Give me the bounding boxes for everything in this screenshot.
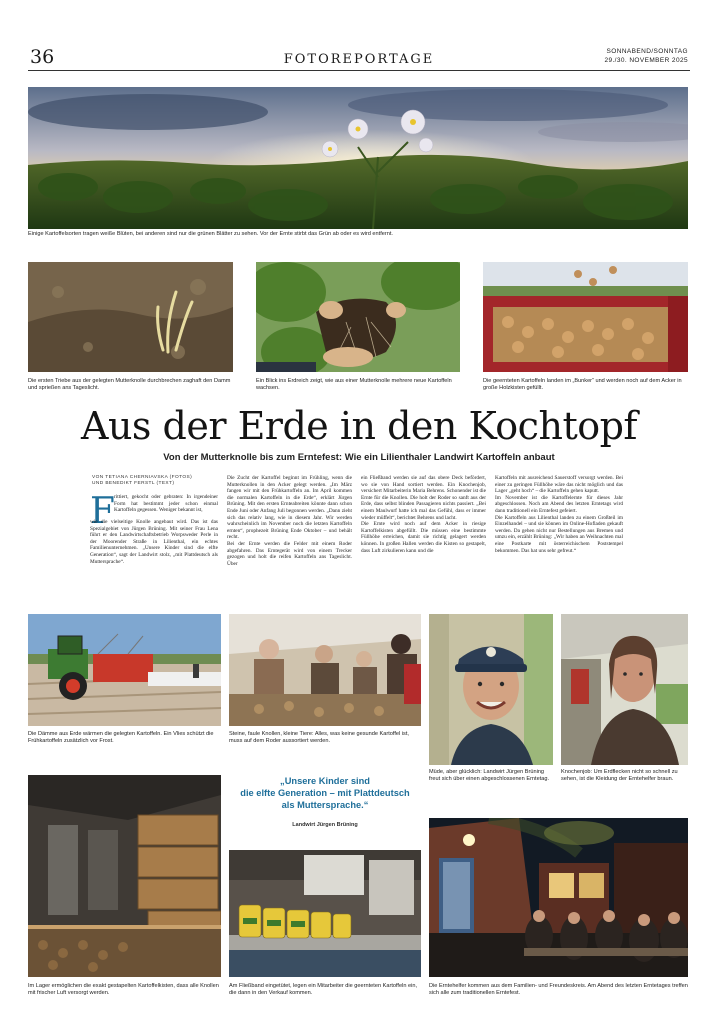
article-subhead: Von der Mutterknolle bis zum Erntefest: Wie ein Lilienthaler Landwirt Kartoffeln anbaut xyxy=(163,452,555,463)
bunker-photo xyxy=(483,262,688,372)
tubers-in-soil-image xyxy=(256,262,460,372)
bunker-caption: Die geernteten Kartoffeln landen im „Bunker“ und werden noch auf dem Acker in große Holzkisten gefüllt. xyxy=(483,378,682,391)
hero-photo xyxy=(28,87,688,229)
sprouting-potato-image xyxy=(28,262,233,372)
soil-caption: Ein Blick ins Erdreich zeigt, wie aus einer Mutterknolle mehrere neue Kartoffeln wachsen. xyxy=(256,378,452,391)
worker-portrait xyxy=(561,614,688,765)
soil-photo xyxy=(256,262,460,372)
page-number: 36 xyxy=(30,46,55,68)
hero-caption: Einige Kartoffelsorten tragen weiße Blüten, bei anderen sind nur die grünen Blätter zu sehen. Vor der Ernte stirbt das Grün ab oder es wird entfernt. xyxy=(28,231,393,237)
sorting-caption: Steine, faule Knollen, kleine Tiere: Alles, was keine gesunde Kartoffel ist, muss auf dem Roder aussortiert werden. xyxy=(229,731,409,744)
storage-caption: Im Lager ermöglichen die exakt gestapelten Kartoffelkisten, dass alle Knollen mit frischer Luft versorgt werden. xyxy=(28,983,219,996)
dropcap: F xyxy=(90,491,115,532)
header-day: SONNABEND/SONNTAG xyxy=(606,48,688,55)
farmer-portrait-image xyxy=(429,614,553,765)
storage-hall-image xyxy=(28,775,221,977)
worker-caption: Knochenjob: Um Erdflecken nicht so schnell zu sehen, ist die Kleidung der Erntehelfer braun. xyxy=(561,769,678,782)
column-1-lead: rittiert, gekocht oder gebraten: In irgendeiner Form hat bestimmt jeder schon einmal Kartoffeln gegessen. Weniger bekannt ist, xyxy=(114,494,218,514)
sprout-caption: Die ersten Triebe aus der gelegten Mutterknolle durchbrechen zaghaft den Damm und sprießen ans Tageslicht. xyxy=(28,378,231,391)
quote-line-2: die elfte Generation – mit Plattdeutsch xyxy=(240,788,410,798)
header-rule xyxy=(28,70,690,71)
sprout-photo xyxy=(28,262,233,372)
storage-photo xyxy=(28,775,221,977)
evening-caption: Die Erntehelfer kommen aus dem Familien- und Freundeskreis. Am Abend des letzten Erntetages treffen sich alle zum traditionellen Erntefest. xyxy=(429,983,688,996)
farmer-portrait xyxy=(429,614,553,765)
harvest-bunker-image xyxy=(483,262,688,372)
byline-photos: VON TETIANA CHERNIAVSKA (FOTOS) xyxy=(92,475,193,480)
potato-field-sunset-image xyxy=(28,87,688,229)
bagging-conveyor-image xyxy=(229,850,421,977)
column-3-body: ein Fließband werden sie auf das obere Deck befördert, wo sie von Hand sortiert werden. Ein Knochenjob, versichert Mitarbeiterin Maria Behrens. Schonender ist die Ernte für die Knollen. Die holt der Roder so sanft aus der Erde, dass selbst blinden Passagieren nichts passiert. „Bei einem Maulwurf hatte ich mal das Gefühl, dass er immer wieder müffelt“, berichtet Behrens und lacht. Die Ernte wird noch auf dem Acker in riesige Kartoffelkisten abgefüllt. Die müssen eine bestimmte Füllhöhe erreichen, damit sie richtig gelagert werden können. In großen Hallen werden die Kisten so gestapelt, dass Luft zirkulieren kann und die xyxy=(361,475,486,554)
tractor-caption: Die Dämme aus Erde wärmen die gelegten Kartoffeln. Ein Vlies schützt die Frühkartoffeln zusätzlich vor Frost. xyxy=(28,731,214,744)
pull-quote xyxy=(229,775,421,811)
article-headline: Aus der Erde in den Kochtopf xyxy=(81,404,637,448)
header-date: 29./30. NOVEMBER 2025 xyxy=(604,57,688,64)
byline xyxy=(92,475,217,487)
harvest-worker-image xyxy=(561,614,688,765)
byline-text: UND BENEDIKT FERSTL (TEXT) xyxy=(92,481,175,486)
column-2-body: Die Zucht der Kartoffel beginnt im Frühling, wenn die Mutterknollen in den Acker gelegt werden. „Im März fangen wir mit den Frühkartoffeln an. Im April kommen die normalen Kartoffeln in die Erde“, erklärt Jürgen Brüning. Mit den ersten Ernteabreiten könnte dann schon Ende Juni oder Anfang Juli begonnen werden. „Dann zieht sich das relativ lang, wie in diesem Jahr. Wir werden wahrscheinlich im November noch die letzten Kartoffeln ernten“, prophezeit Brüning Ende Oktober – und behält recht. Bei der Ernte werden die Felder mit einem Roder abgefahren. Das Erntegerät wird von einem Trecker gezogen und holt die reifen Kartoffeln ans Tageslicht. Über xyxy=(227,475,352,567)
tractor-photo xyxy=(28,614,221,726)
evening-photo xyxy=(429,818,688,977)
conveyor-photo xyxy=(229,850,421,977)
farmer-caption: Müde, aber glücklich: Landwirt Jürgen Brüning freut sich über einen abgeschlossenen Erntetag. xyxy=(429,769,550,782)
sorting-crew-image xyxy=(229,614,421,726)
tractor-field-image xyxy=(28,614,221,726)
sorting-photo xyxy=(229,614,421,726)
quote-line-1: „Unsere Kinder sind xyxy=(280,776,370,786)
column-1-body: wie die vielseitige Knolle angebaut wird. Das ist das Spezialgebiet von Jürgen Brüning. Mit seiner Frau Lena führt er den Landwirtschaftsbetrieb Worpsweder Perle in der Moorender Straße in Lilienthal, ein echtes Familienunternehmen. „Unsere Kinder sind die elfte Generation“, sagt der Landwirt stolz, „mit Plattdeutsch als Muttersprache“. xyxy=(90,519,218,565)
section-title: FOTOREPORTAGE xyxy=(283,52,435,67)
quote-line-3: als Muttersprache.“ xyxy=(281,800,369,810)
column-4-body: Kartoffeln mit ausreichend Sauerstoff versorgt werden. Bei einer zu geringen Füllhöhe wäre das nicht möglich und das Lager „geht hoch“ – die Kartoffeln gehen kaputt. Im November ist die Kartoffelernte für dieses Jahr abgeschlossen. Noch am Abend des letzten Erntetags wird dann traditionell ein Erntefest gefeiert. Die Kartoffeln aus Lilienthal landen zu einem Großteil im Einzelhandel – und sie können im Online-Hofladen gekauft werden. Da gehen nicht nur Bestellungen aus Bremen und umzu ein, erzählt Brüning: „Wir haben an Weihnachten mal eine Postkarte mit österreichischem Poststempel bekommen. Das hat uns sehr gefreut.“ xyxy=(495,475,623,554)
quote-attribution: Landwirt Jürgen Brüning xyxy=(292,822,358,828)
harvest-festival-night-image xyxy=(429,818,688,977)
conveyor-caption: Am Fließband eingetütet, legen ein Mitarbeiter die geernteten Kartoffeln ein, die dann in den Verkauf kommen. xyxy=(229,983,418,996)
